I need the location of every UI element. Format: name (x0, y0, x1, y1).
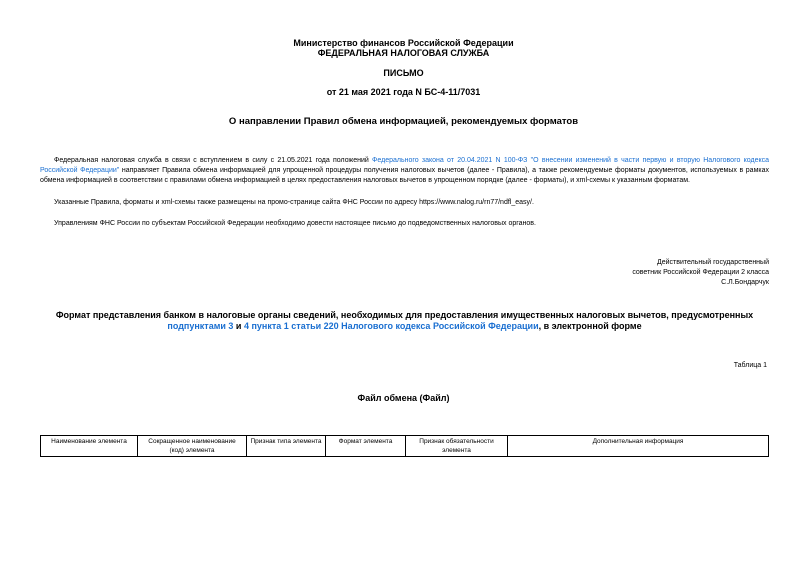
col-format: Формат элемента (326, 436, 406, 457)
signature-title-line2: советник Российской Федерации 2 класса (632, 269, 769, 276)
format-title-end: , в электронной форме (538, 321, 642, 331)
col-element-name: Наименование элемента (41, 436, 138, 457)
document-subject: О направлении Правил обмена информацией, рекомендуемых форматов (228, 116, 579, 127)
elements-table (40, 435, 769, 457)
col-additional-info: Дополнительная информация (508, 436, 769, 457)
tax-code-article-link[interactable]: 4 пункта 1 статьи 220 Налогового кодекса Российской Федерации (243, 321, 539, 331)
paragraph-instructions: Управлениям ФНС России по субъектам Российской Федерации необходимо довести настоящее письмо до подведомственных налоговых органов. (54, 220, 536, 227)
paragraph-intro (40, 156, 769, 186)
paragraph-intro-start: Федеральная налоговая служба в связи с вступлением в силу с 21.05.2021 года положений (54, 157, 373, 164)
document-date-number: от 21 мая 2021 года N БС-4-11/7031 (326, 87, 481, 97)
format-title-and: и (233, 321, 244, 331)
paragraph-intro-end: направляет Правила обмена информацией для упрощенной процедуры получения налоговых вычетов (далее - Правила), а также рекомендуемые форматы документов, используемых в рамках обмена информацией в соответствии с правилами обмена информацией в целях предоставления налоговых вычетов в упрощенном порядке (далее - форматы), и xml-схемы к указанным форматам. (40, 167, 769, 184)
signature-block (632, 258, 769, 288)
subparagraph-3-link[interactable]: подпунктами 3 (167, 321, 234, 331)
ministry-name: Министерство финансов Российской Федерации (293, 38, 514, 48)
signature-name: С.Л.Бондарчук (721, 279, 769, 286)
service-name: ФЕДЕРАЛЬНАЯ НАЛОГОВАЯ СЛУЖБА (317, 48, 490, 58)
col-type-flag: Признак типа элемента (247, 436, 326, 457)
table-header-row (41, 436, 769, 457)
federal-law-link[interactable]: Федерального закона от 20.04.2021 N 100-ФЗ "О внесении изменений в части первую и вторую Налогового кодекса Российской Федерации" (40, 157, 770, 174)
file-title: Файл обмена (Файл) (357, 393, 450, 403)
col-required-flag: Признак обязательности элемента (406, 436, 508, 457)
table-label: Таблица 1 (733, 362, 767, 369)
document-type: ПИСЬМО (383, 68, 424, 78)
paragraph-promo-page: Указанные Правила, форматы и xml-схемы также размещены на промо-странице сайта ФНС России по адресу https://www.nalog.ru/rn77/ndfl_easy/. (54, 199, 534, 206)
col-short-name: Сокращенное наименование (код) элемента (138, 436, 247, 457)
format-title (40, 310, 769, 332)
format-title-start: Формат представления банком в налоговые органы сведений, необходимых для предоставления имущественных налоговых вычетов, предусмотренных (55, 310, 754, 320)
signature-title-line1: Действительный государственный (657, 259, 769, 266)
